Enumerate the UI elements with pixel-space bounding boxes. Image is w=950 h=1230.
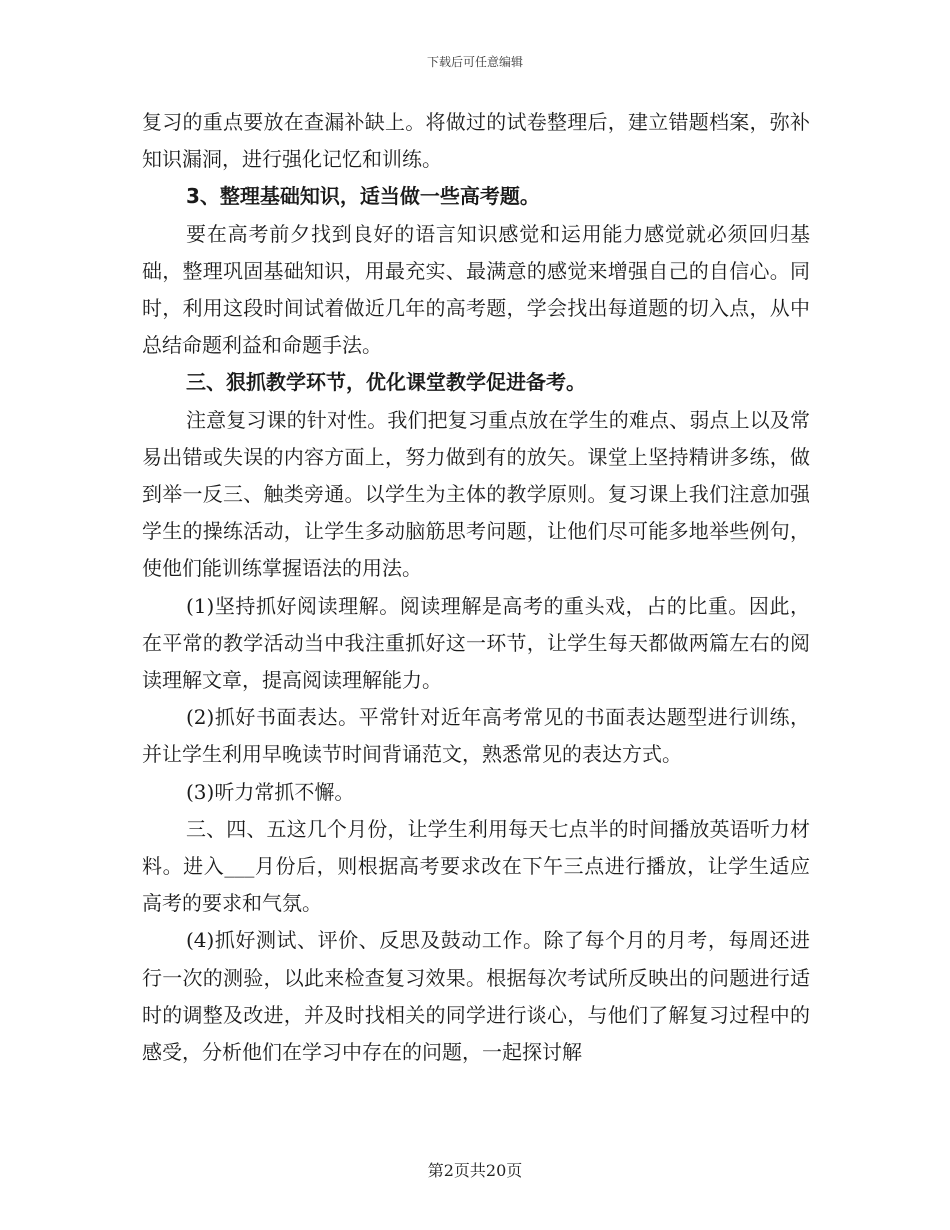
paragraph-reading: (1)坚持抓好阅读理解。阅读理解是高考的重头戏，占的比重。因此，在平常的教学活动当中我注重抓好这一环节，让学生每天都做两篇左右的阅读理解文章，提高阅读理解能力。 — [142, 593, 810, 693]
paragraph-listening: 三、四、五这几个月份，让学生利用每天七点半的时间播放英语听力材料。进入___月份后，则根据高考要求改在下午三点进行播放，让学生适应高考的要求和气氛。 — [142, 816, 810, 916]
paragraph-testing: (4)抓好测试、评价、反思及鼓动工作。除了每个月的月考，每周还进行一次的测验，以此来检查复习效果。根据每次考试所反映出的问题进行适时的调整及改进，并及时找相关的同学进行谈心，与他们了解复习过程中的感受，分析他们在学习中存在的问题，一起探讨解 — [142, 928, 810, 1065]
document-body — [142, 104, 810, 1071]
paragraph-writing: (2)抓好书面表达。平常针对近年高考常见的书面表达题型进行训练，并让学生利用早晚读节时间背诵范文，熟悉常见的表达方式。 — [142, 705, 810, 767]
paragraph-basic-knowledge: 要在高考前夕找到良好的语言知识感觉和运用能力感觉就必须回归基础，整理巩固基础知识，用最充实、最满意的感觉来增强自己的自信心。同时，利用这段时间试着做近几年的高考题，学会找出每道题的切入点，从中总结命题利益和命题手法。 — [142, 221, 810, 358]
paragraph-review-targeting: 注意复习课的针对性。我们把复习重点放在学生的难点、弱点上以及常易出错或失误的内容方面上，努力做到有的放矢。课堂上坚持精讲多练，做到举一反三、触类旁通。以学生为主体的教学原则。复习课上我们注意加强学生的操练活动，让学生多动脑筋思考问题，让他们尽可能多地举些例句，使他们能训练掌握语法的用法。 — [142, 407, 810, 581]
heading-teaching-section: 三、狠抓教学环节，优化课堂教学促进备考。 — [186, 370, 586, 395]
page-number: 第2页共20页 — [427, 1161, 523, 1180]
page-header: 下载后可任意编辑 — [426, 55, 523, 69]
paragraph-listening-title: (3)听力常抓不懈。 — [186, 779, 355, 804]
paragraph-review-focus: 复习的重点要放在查漏补缺上。将做过的试卷整理后，建立错题档案，弥补知识漏洞，进行强化记忆和训练。 — [142, 110, 810, 172]
heading-basic-knowledge: 3、整理基础知识，适当做一些高考题。 — [186, 184, 540, 209]
